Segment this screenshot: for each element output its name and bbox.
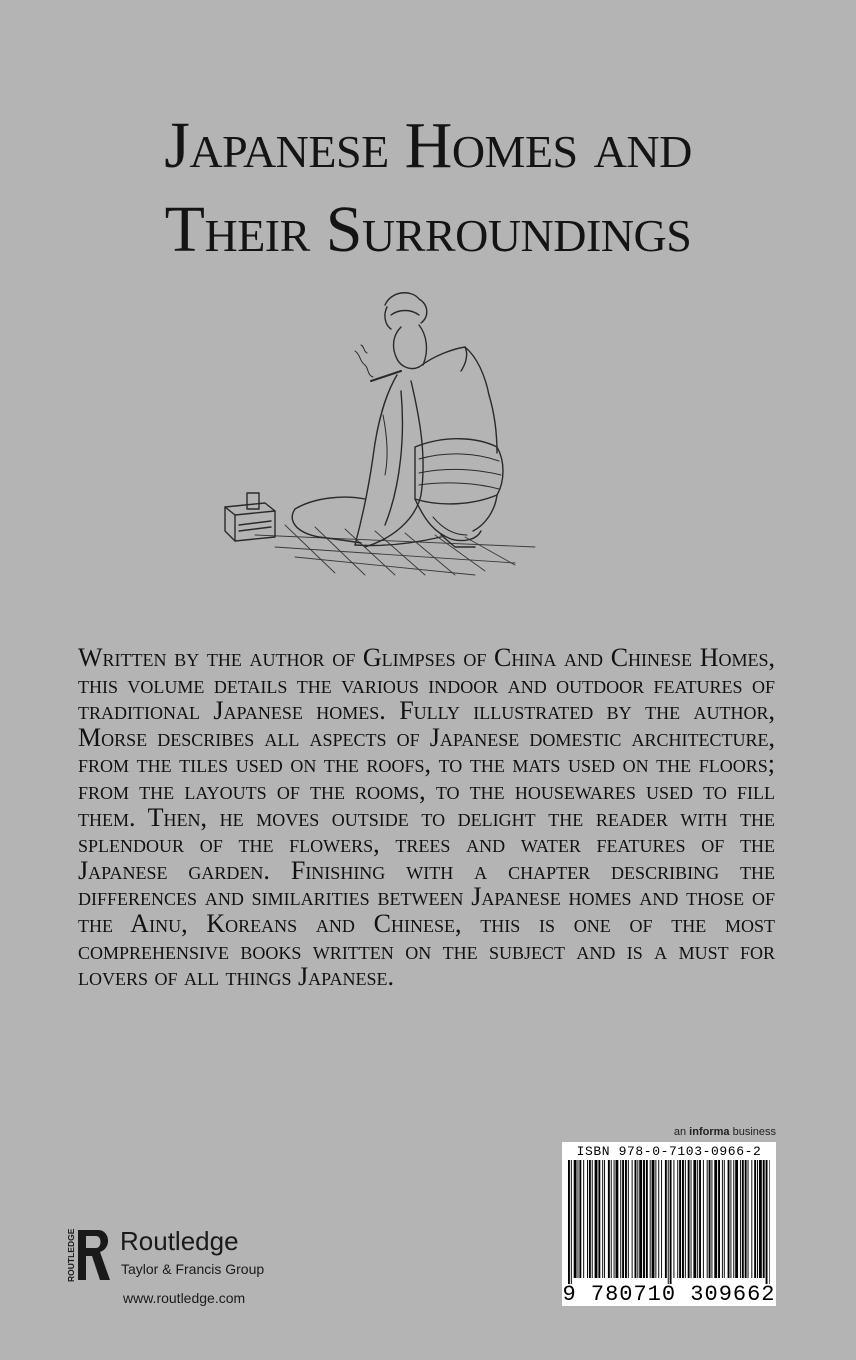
barcode-bar: [646, 1160, 648, 1278]
isbn-number: 9 780710 309662: [562, 1282, 776, 1307]
barcode-bar: [635, 1160, 637, 1278]
barcode-bar: [579, 1160, 581, 1278]
barcode-bar: [598, 1160, 600, 1278]
barcode-bar: [757, 1160, 758, 1278]
isbn-barcode: [562, 1142, 776, 1306]
tobacco-box-icon: [225, 493, 275, 541]
barcode-bar: [602, 1160, 603, 1278]
title-line-2: Their Surroundings: [164, 193, 692, 266]
barcode-bar: [707, 1160, 708, 1278]
barcode-bar: [759, 1160, 762, 1278]
barcode-bar: [751, 1160, 752, 1278]
barcode-bar: [578, 1160, 579, 1278]
barcode-bar: [614, 1160, 615, 1278]
barcode-bar: [682, 1160, 684, 1278]
publisher-name: Routledge: [120, 1226, 239, 1256]
barcode-bar: [735, 1160, 738, 1278]
barcode-bar: [699, 1160, 701, 1278]
book-description: Written by the author of Glimpses of China and Chinese Homes, this volume details the various indoor and outdoor features of traditional Japanese homes. Fully illustrated by the author, Morse describes all aspects of Japanese domestic architecture, from the tiles used on the roofs, to the mats used on the floors; from the layouts of the rooms, to the housewares used to fill them. Then, he moves outside to delight the reader with the splendour of the flowers, trees and water features of the Japanese garden. Finishing with a chapter describing the differences and similarities between Japanese homes and those of the Ainu, Koreans and Chinese, this is one of the most comprehensive books written on the subject and is a must for lovers of all things Japanese.: [78, 643, 775, 992]
barcode-bar: [673, 1160, 674, 1278]
barcode-bar: [574, 1160, 577, 1278]
barcode-bar: [595, 1160, 598, 1278]
barcode-bar: [661, 1160, 662, 1278]
barcode-bar: [730, 1160, 731, 1278]
barcode-bar: [650, 1160, 651, 1278]
barcode-bars: [568, 1160, 770, 1284]
barcode-bar: [668, 1160, 669, 1284]
barcode-bar: [685, 1160, 686, 1278]
barcode-bar: [632, 1160, 633, 1278]
barcode-bar: [637, 1160, 638, 1278]
barcode-bar: [583, 1160, 584, 1278]
book-title: [0, 104, 856, 272]
barcode-bar: [604, 1160, 605, 1278]
barcode-bar: [763, 1160, 765, 1278]
barcode-bar: [718, 1160, 720, 1278]
informa-business-tagline: [600, 1126, 776, 1138]
logo-vertical-text: ROUTLEDGE: [66, 1228, 76, 1282]
barcode-bar: [714, 1160, 717, 1278]
barcode-bar: [688, 1160, 690, 1278]
barcode-bar: [587, 1160, 588, 1278]
barcode-bar: [722, 1160, 723, 1278]
kneeling-figure-illustration: [215, 285, 555, 585]
barcode-bar: [691, 1160, 692, 1278]
barcode-bar: [625, 1160, 627, 1278]
publisher-group: Taylor & Francis Group: [121, 1261, 265, 1277]
barcode-bar: [766, 1160, 768, 1284]
barcode-bar: [742, 1160, 744, 1278]
barcode-bar: [679, 1160, 681, 1278]
barcode-bar: [639, 1160, 642, 1278]
barcode-bar: [754, 1160, 756, 1278]
barcode-bar: [733, 1160, 734, 1278]
barcode-bar: [628, 1160, 629, 1278]
publisher-website[interactable]: www.routledge.com: [123, 1290, 246, 1306]
barcode-bar: [677, 1160, 678, 1278]
barcode-bar: [724, 1160, 725, 1278]
title-line-1: Japanese Homes and: [164, 109, 692, 182]
barcode-bar: [693, 1160, 696, 1278]
barcode-bar: [709, 1160, 711, 1278]
barcode-bar: [670, 1160, 672, 1284]
barcode-bar: [589, 1160, 591, 1278]
barcode-bar: [748, 1160, 749, 1278]
barcode-bar: [592, 1160, 593, 1278]
barcode-bar: [665, 1160, 667, 1278]
barcode-bar: [769, 1160, 770, 1284]
barcode-bar: [620, 1160, 621, 1278]
barcode-bar: [568, 1160, 570, 1284]
barcode-bar: [697, 1160, 698, 1278]
barcode-bar: [740, 1160, 741, 1278]
informa-prefix: an: [673, 1126, 687, 1138]
isbn-label: ISBN 978-0-7103-0966-2: [576, 1144, 762, 1159]
barcode-bar: [745, 1160, 747, 1278]
barcode-bar: [703, 1160, 704, 1278]
barcode-bar: [611, 1160, 612, 1278]
barcode-bar: [711, 1160, 712, 1278]
barcode-bar: [652, 1160, 655, 1278]
informa-suffix: business: [732, 1126, 776, 1138]
barcode-bar: [643, 1160, 645, 1278]
routledge-logo-icon: [64, 1226, 114, 1284]
barcode-bar: [616, 1160, 619, 1278]
barcode-bar: [658, 1160, 659, 1278]
barcode-bar: [608, 1160, 610, 1278]
barcode-bar: [728, 1160, 730, 1278]
barcode-bar: [622, 1160, 624, 1278]
barcode-bar: [655, 1160, 656, 1278]
barcode-bar: [571, 1160, 572, 1284]
informa-brand: informa: [689, 1126, 730, 1138]
